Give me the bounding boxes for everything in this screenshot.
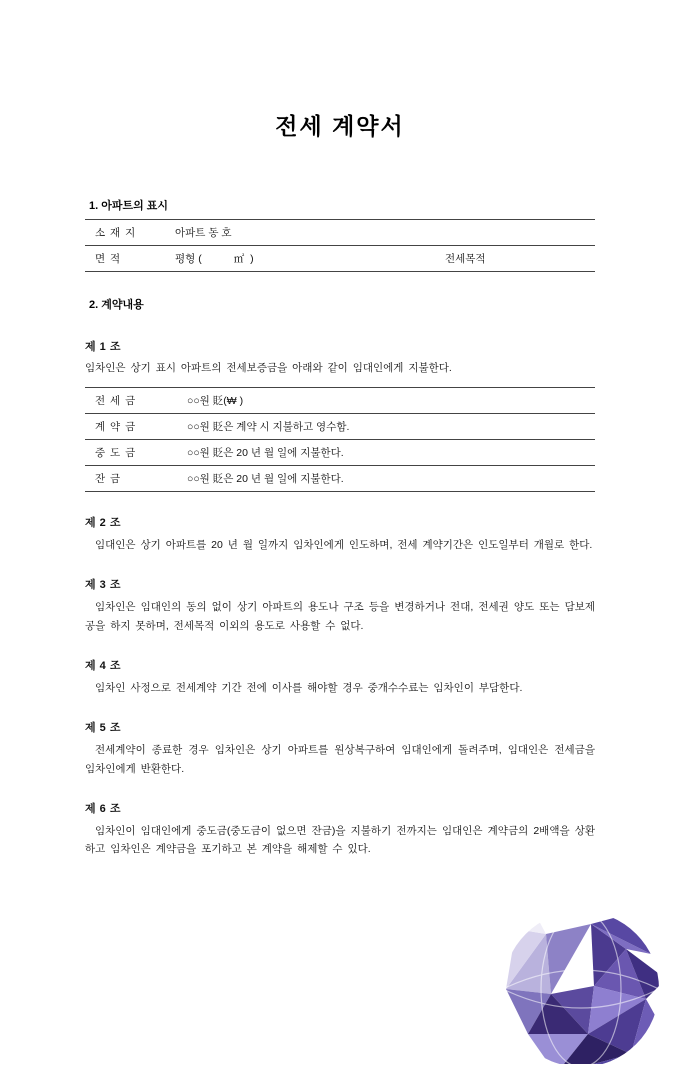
table-row (85, 220, 595, 246)
cell-balance-label: 잔 금 (85, 465, 177, 491)
table-row (85, 413, 595, 439)
article-6-title: 제 6 조 (85, 803, 121, 816)
table-row (85, 387, 595, 413)
cell-location-label: 소 재 지 (85, 220, 165, 246)
cell-area-label: 면 적 (85, 246, 165, 272)
page-title: 전세 계약서 (275, 113, 405, 139)
globe-graphic (476, 894, 666, 1064)
cell-location-extra (435, 220, 595, 246)
article-2-title: 제 2 조 (85, 516, 121, 529)
article-3-body: 임차인은 임대인의 동의 없이 상기 아파트의 용도나 구조 등을 변경하거나 전대, 전세권 양도 또는 담보제공을 하지 못하며, 전세목적 이외의 용도로 사용할 수 없다. (85, 601, 595, 632)
article-4 (85, 657, 595, 697)
cell-contract-label: 계 약 금 (85, 413, 177, 439)
cell-area-extra: 전세목적 (435, 246, 595, 272)
article-1 (85, 338, 595, 492)
table-row (85, 246, 595, 272)
cell-balance-value: ○○원 貶은 20 년 월 일에 지불한다. (177, 465, 595, 491)
article-1-title: 제 1 조 (85, 341, 121, 353)
article-5-body: 전세계약이 종료한 경우 임차인은 상기 아파트를 원상복구하여 임대인에게 돌려주며, 임대인은 전세금을 임차인에게 반환한다. (85, 744, 595, 775)
payment-table (85, 387, 595, 492)
cell-contract-value: ○○원 貶은 계약 시 지불하고 영수함. (177, 413, 595, 439)
section-1-heading: 1. 아파트의 표시 (89, 200, 169, 212)
article-1-intro: 임차인은 상기 표시 아파트의 전세보증금을 아래와 같이 임대인에게 지불한다. (85, 362, 452, 374)
apartment-info-table (85, 219, 595, 272)
article-5-title: 제 5 조 (85, 722, 121, 735)
article-4-title: 제 4 조 (85, 659, 121, 672)
cell-deposit-label: 전 세 금 (85, 387, 177, 413)
article-6 (85, 800, 595, 859)
article-2 (85, 514, 595, 554)
article-4-body: 임차인 사정으로 전세계약 기간 전에 이사를 해야할 경우 중개수수료는 임차인이 부담한다. (95, 681, 523, 694)
article-3 (85, 576, 595, 635)
article-6-body: 임차인이 임대인에게 중도금(중도금이 없으면 잔금)을 지불하기 전까지는 임대인은 계약금의 2배액을 상환하고 임차인은 계약금을 포기하고 본 계약을 해제할 수 있다. (85, 825, 595, 856)
article-3-title: 제 3 조 (85, 579, 121, 592)
cell-deposit-value: ○○원 貶(₩ ) (177, 387, 595, 413)
section-2-heading: 2. 계약내용 (89, 299, 144, 311)
article-5 (85, 719, 595, 778)
cell-location-value: 아파트 동 호 (165, 220, 435, 246)
document-page (0, 108, 680, 1070)
table-row (85, 465, 595, 491)
cell-area-value: 평형 ( ㎡ ) (165, 246, 435, 272)
cell-interim-label: 중 도 금 (85, 439, 177, 465)
article-2-body: 임대인은 상기 아파트를 20 년 월 일까지 임차인에게 인도하며, 전세 계약기간은 인도일부터 개월로 한다. (95, 538, 593, 551)
cell-interim-value: ○○원 貶은 20 년 월 일에 지불한다. (177, 439, 595, 465)
table-row (85, 439, 595, 465)
